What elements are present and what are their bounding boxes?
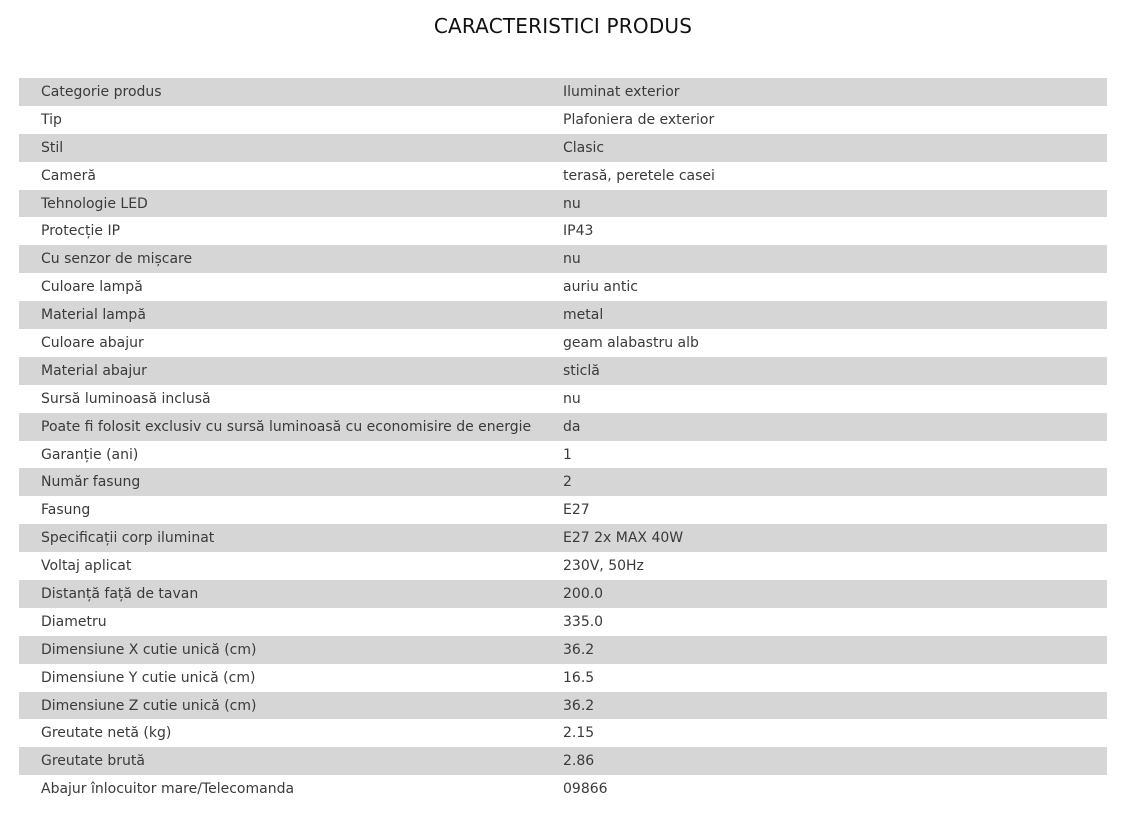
spec-label: Greutate netă (kg) — [41, 725, 172, 742]
spec-label: Dimensiune Z cutie unică (cm) — [41, 697, 257, 714]
spec-value: 2.86 — [563, 753, 595, 770]
spec-value: auriu antic — [563, 279, 638, 296]
spec-value: E27 2x MAX 40W — [563, 530, 684, 547]
spec-value: nu — [563, 390, 581, 407]
spec-label: Poate fi folosit exclusiv cu sursă luminoasă cu economisire de energie — [41, 418, 532, 435]
table-row — [19, 78, 1107, 106]
spec-label: Cu senzor de mișcare — [41, 251, 193, 268]
table-row — [19, 664, 1107, 692]
spec-value: Iluminat exterior — [563, 83, 680, 100]
table-row — [19, 357, 1107, 385]
spec-label: Dimensiune X cutie unică (cm) — [41, 641, 257, 658]
table-row — [19, 217, 1107, 245]
spec-label: Material abajur — [41, 362, 147, 379]
spec-label: Fasung — [41, 502, 91, 519]
spec-label: Număr fasung — [41, 474, 141, 491]
spec-value: sticlă — [563, 362, 600, 379]
table-row — [19, 106, 1107, 134]
table-row — [19, 413, 1107, 441]
spec-value: 36.2 — [563, 697, 595, 714]
table-row — [19, 608, 1107, 636]
table-row — [19, 580, 1107, 608]
table-row — [19, 329, 1107, 357]
spec-label: Tip — [41, 111, 62, 128]
page-title: CARACTERISTICI PRODUS — [433, 14, 693, 38]
table-row — [19, 719, 1107, 747]
spec-value: E27 — [563, 502, 590, 519]
spec-value: metal — [563, 307, 604, 324]
spec-value: 1 — [563, 446, 572, 463]
spec-label: Culoare abajur — [41, 334, 144, 351]
spec-label: Specificații corp iluminat — [41, 530, 215, 547]
table-row — [19, 385, 1107, 413]
table-row — [19, 552, 1107, 580]
spec-value: terasă, peretele casei — [563, 167, 715, 184]
spec-value: 230V, 50Hz — [563, 558, 644, 575]
table-row — [19, 496, 1107, 524]
spec-value: nu — [563, 251, 581, 268]
spec-value: 2 — [563, 474, 572, 491]
spec-value: IP43 — [563, 223, 594, 240]
spec-value: 200.0 — [563, 585, 604, 602]
spec-label: Greutate brută — [41, 753, 145, 770]
table-row — [19, 441, 1107, 469]
spec-label: Dimensiune Y cutie unică (cm) — [41, 669, 256, 686]
spec-label: Garanție (ani) — [41, 446, 139, 463]
spec-value: nu — [563, 195, 581, 212]
spec-label: Distanță față de tavan — [41, 585, 199, 602]
spec-value: geam alabastru alb — [563, 334, 699, 351]
table-row — [19, 134, 1107, 162]
table-row — [19, 190, 1107, 218]
spec-label: Voltaj aplicat — [41, 558, 132, 575]
spec-label: Stil — [41, 139, 64, 156]
spec-value: Clasic — [563, 139, 605, 156]
spec-value: 2.15 — [563, 725, 595, 742]
table-row — [19, 245, 1107, 273]
spec-label: Culoare lampă — [41, 279, 143, 296]
specifications-table — [19, 78, 1107, 803]
table-row — [19, 692, 1107, 720]
table-row — [19, 636, 1107, 664]
spec-label: Abajur înlocuitor mare/Telecomanda — [41, 781, 295, 798]
table-row — [19, 273, 1107, 301]
spec-value: 16.5 — [563, 669, 595, 686]
spec-value: Plafoniera de exterior — [563, 111, 715, 128]
table-row — [19, 524, 1107, 552]
spec-label: Cameră — [41, 167, 96, 184]
spec-label: Protecție IP — [41, 223, 121, 240]
table-row — [19, 301, 1107, 329]
table-row — [19, 747, 1107, 775]
spec-value: 09866 — [563, 781, 608, 798]
spec-value: da — [563, 418, 581, 435]
spec-value: 335.0 — [563, 613, 604, 630]
table-row — [19, 468, 1107, 496]
spec-label: Tehnologie LED — [41, 195, 148, 212]
spec-label: Diametru — [41, 613, 107, 630]
spec-label: Sursă luminoasă inclusă — [41, 390, 211, 407]
table-row — [19, 162, 1107, 190]
spec-label: Material lampă — [41, 307, 146, 324]
spec-label: Categorie produs — [41, 83, 162, 100]
spec-value: 36.2 — [563, 641, 595, 658]
table-row — [19, 775, 1107, 803]
